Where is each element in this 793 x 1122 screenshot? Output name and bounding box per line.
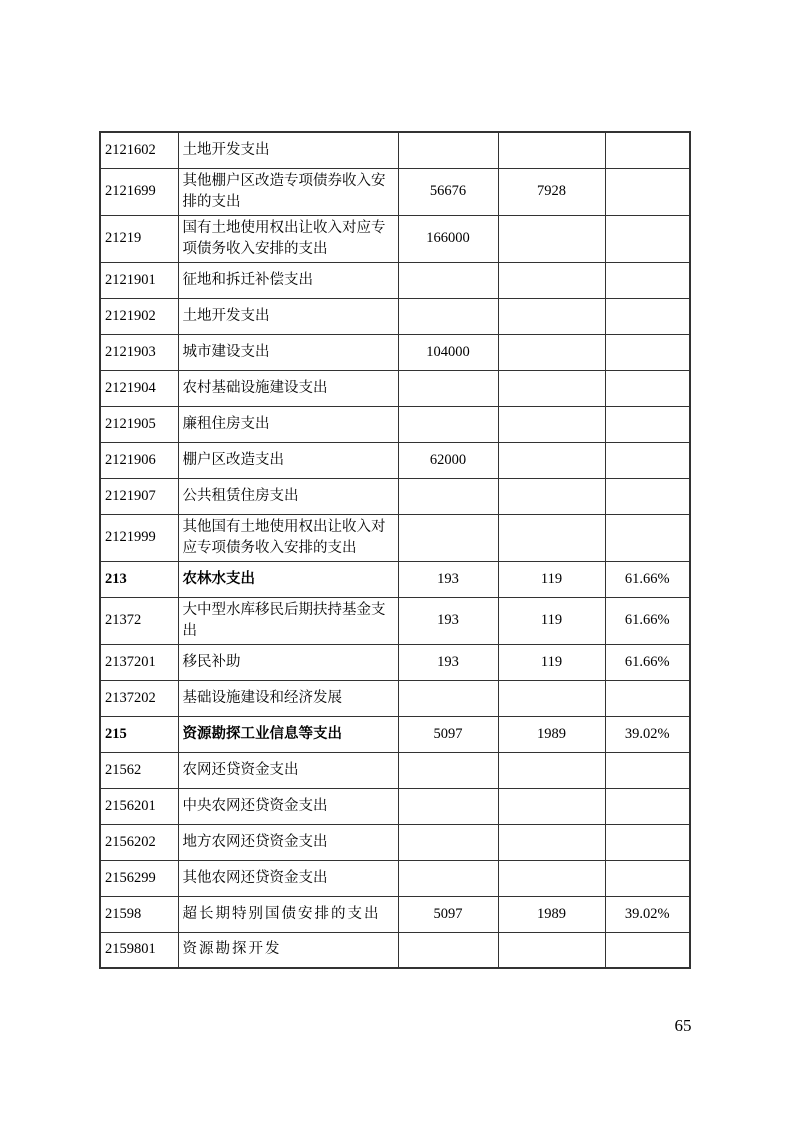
- percent-cell: [605, 370, 690, 406]
- table-row: [100, 334, 690, 370]
- percent-cell: [605, 478, 690, 514]
- amount-column2-cell: [498, 406, 605, 442]
- code-cell: 21562: [100, 752, 178, 788]
- amount-column2-cell: [498, 824, 605, 860]
- amount-column1-cell: [398, 680, 498, 716]
- table-row: [100, 262, 690, 298]
- amount-column2-cell: 7928: [498, 168, 605, 215]
- percent-cell: [605, 334, 690, 370]
- percent-cell: [605, 132, 690, 168]
- amount-column1-cell: 193: [398, 644, 498, 680]
- budget-table-body: [100, 132, 690, 968]
- code-cell: 21219: [100, 215, 178, 262]
- name-cell: 其他农网还贷资金支出: [178, 860, 398, 896]
- name-cell: 移民补助: [178, 644, 398, 680]
- amount-column1-cell: 5097: [398, 896, 498, 932]
- percent-cell: [605, 680, 690, 716]
- code-cell: 2121904: [100, 370, 178, 406]
- code-cell: 2121602: [100, 132, 178, 168]
- name-cell: 国有土地使用权出让收入对应专项债务收入安排的支出: [178, 215, 398, 262]
- table-row: [100, 168, 690, 215]
- page-number: 65: [674, 1016, 692, 1035]
- name-cell: 资源勘探开发: [178, 932, 398, 968]
- percent-cell: 39.02%: [605, 896, 690, 932]
- name-cell: 城市建设支出: [178, 334, 398, 370]
- code-cell: 215: [100, 716, 178, 752]
- table-row: [100, 561, 690, 597]
- percent-cell: [605, 215, 690, 262]
- table-row: [100, 716, 690, 752]
- name-cell: 农村基础设施建设支出: [178, 370, 398, 406]
- amount-column1-cell: 166000: [398, 215, 498, 262]
- amount-column1-cell: [398, 752, 498, 788]
- table-row: [100, 132, 690, 168]
- amount-column2-cell: [498, 752, 605, 788]
- name-cell: 大中型水库移民后期扶持基金支出: [178, 597, 398, 644]
- percent-cell: [605, 406, 690, 442]
- name-cell: 农林水支出: [178, 561, 398, 597]
- percent-cell: [605, 442, 690, 478]
- table-row: [100, 478, 690, 514]
- table-row: [100, 514, 690, 561]
- amount-column1-cell: [398, 370, 498, 406]
- name-cell: 基础设施建设和经济发展: [178, 680, 398, 716]
- code-cell: 2156202: [100, 824, 178, 860]
- amount-column2-cell: [498, 132, 605, 168]
- name-cell: 其他棚户区改造专项债券收入安排的支出: [178, 168, 398, 215]
- code-cell: 2121901: [100, 262, 178, 298]
- amount-column1-cell: [398, 478, 498, 514]
- code-cell: 2159801: [100, 932, 178, 968]
- code-cell: 2121902: [100, 298, 178, 334]
- table-row: [100, 752, 690, 788]
- name-cell: 廉租住房支出: [178, 406, 398, 442]
- amount-column1-cell: [398, 132, 498, 168]
- percent-cell: 61.66%: [605, 597, 690, 644]
- percent-cell: [605, 168, 690, 215]
- amount-column2-cell: [498, 932, 605, 968]
- name-cell: 资源勘探工业信息等支出: [178, 716, 398, 752]
- code-cell: 2121907: [100, 478, 178, 514]
- table-row: [100, 370, 690, 406]
- percent-cell: [605, 824, 690, 860]
- amount-column1-cell: [398, 514, 498, 561]
- table-row: [100, 597, 690, 644]
- amount-column2-cell: 1989: [498, 716, 605, 752]
- table-row: [100, 298, 690, 334]
- code-cell: 21372: [100, 597, 178, 644]
- percent-cell: [605, 262, 690, 298]
- amount-column1-cell: 104000: [398, 334, 498, 370]
- amount-column1-cell: 193: [398, 561, 498, 597]
- percent-cell: [605, 298, 690, 334]
- amount-column1-cell: [398, 824, 498, 860]
- percent-cell: [605, 788, 690, 824]
- code-cell: 2156299: [100, 860, 178, 896]
- amount-column2-cell: [498, 298, 605, 334]
- table-row: [100, 788, 690, 824]
- amount-column2-cell: [498, 478, 605, 514]
- name-cell: 公共租赁住房支出: [178, 478, 398, 514]
- code-cell: 2137202: [100, 680, 178, 716]
- code-cell: 2121905: [100, 406, 178, 442]
- code-cell: 2156201: [100, 788, 178, 824]
- amount-column2-cell: [498, 788, 605, 824]
- amount-column1-cell: [398, 298, 498, 334]
- amount-column2-cell: [498, 262, 605, 298]
- amount-column1-cell: [398, 788, 498, 824]
- amount-column1-cell: 62000: [398, 442, 498, 478]
- table-row: [100, 644, 690, 680]
- amount-column2-cell: [498, 860, 605, 896]
- name-cell: 棚户区改造支出: [178, 442, 398, 478]
- table-row: [100, 215, 690, 262]
- name-cell: 土地开发支出: [178, 298, 398, 334]
- amount-column2-cell: [498, 680, 605, 716]
- table-row: [100, 406, 690, 442]
- percent-cell: [605, 860, 690, 896]
- amount-column2-cell: [498, 442, 605, 478]
- amount-column1-cell: [398, 932, 498, 968]
- percent-cell: 61.66%: [605, 561, 690, 597]
- name-cell: 征地和拆迁补偿支出: [178, 262, 398, 298]
- percent-cell: [605, 514, 690, 561]
- table-row: [100, 442, 690, 478]
- name-cell: 中央农网还贷资金支出: [178, 788, 398, 824]
- percent-cell: [605, 932, 690, 968]
- percent-cell: [605, 752, 690, 788]
- table-row: [100, 680, 690, 716]
- name-cell: 土地开发支出: [178, 132, 398, 168]
- amount-column1-cell: [398, 262, 498, 298]
- code-cell: 2121999: [100, 514, 178, 561]
- amount-column1-cell: 56676: [398, 168, 498, 215]
- amount-column1-cell: 5097: [398, 716, 498, 752]
- name-cell: 农网还贷资金支出: [178, 752, 398, 788]
- amount-column2-cell: [498, 514, 605, 561]
- code-cell: 2121906: [100, 442, 178, 478]
- amount-column1-cell: [398, 860, 498, 896]
- code-cell: 21598: [100, 896, 178, 932]
- table-row: [100, 860, 690, 896]
- amount-column1-cell: 193: [398, 597, 498, 644]
- amount-column2-cell: [498, 334, 605, 370]
- amount-column2-cell: [498, 370, 605, 406]
- name-cell: 其他国有土地使用权出让收入对应专项债务收入安排的支出: [178, 514, 398, 561]
- amount-column2-cell: 119: [498, 597, 605, 644]
- table-row: [100, 824, 690, 860]
- amount-column2-cell: 119: [498, 644, 605, 680]
- budget-table: [99, 131, 691, 969]
- table-row: [100, 932, 690, 968]
- percent-cell: 61.66%: [605, 644, 690, 680]
- amount-column1-cell: [398, 406, 498, 442]
- name-cell: 超长期特别国债安排的支出: [178, 896, 398, 932]
- code-cell: 2121903: [100, 334, 178, 370]
- code-cell: 213: [100, 561, 178, 597]
- amount-column2-cell: 1989: [498, 896, 605, 932]
- amount-column2-cell: [498, 215, 605, 262]
- table-row: [100, 896, 690, 932]
- percent-cell: 39.02%: [605, 716, 690, 752]
- code-cell: 2137201: [100, 644, 178, 680]
- code-cell: 2121699: [100, 168, 178, 215]
- amount-column2-cell: 119: [498, 561, 605, 597]
- name-cell: 地方农网还贷资金支出: [178, 824, 398, 860]
